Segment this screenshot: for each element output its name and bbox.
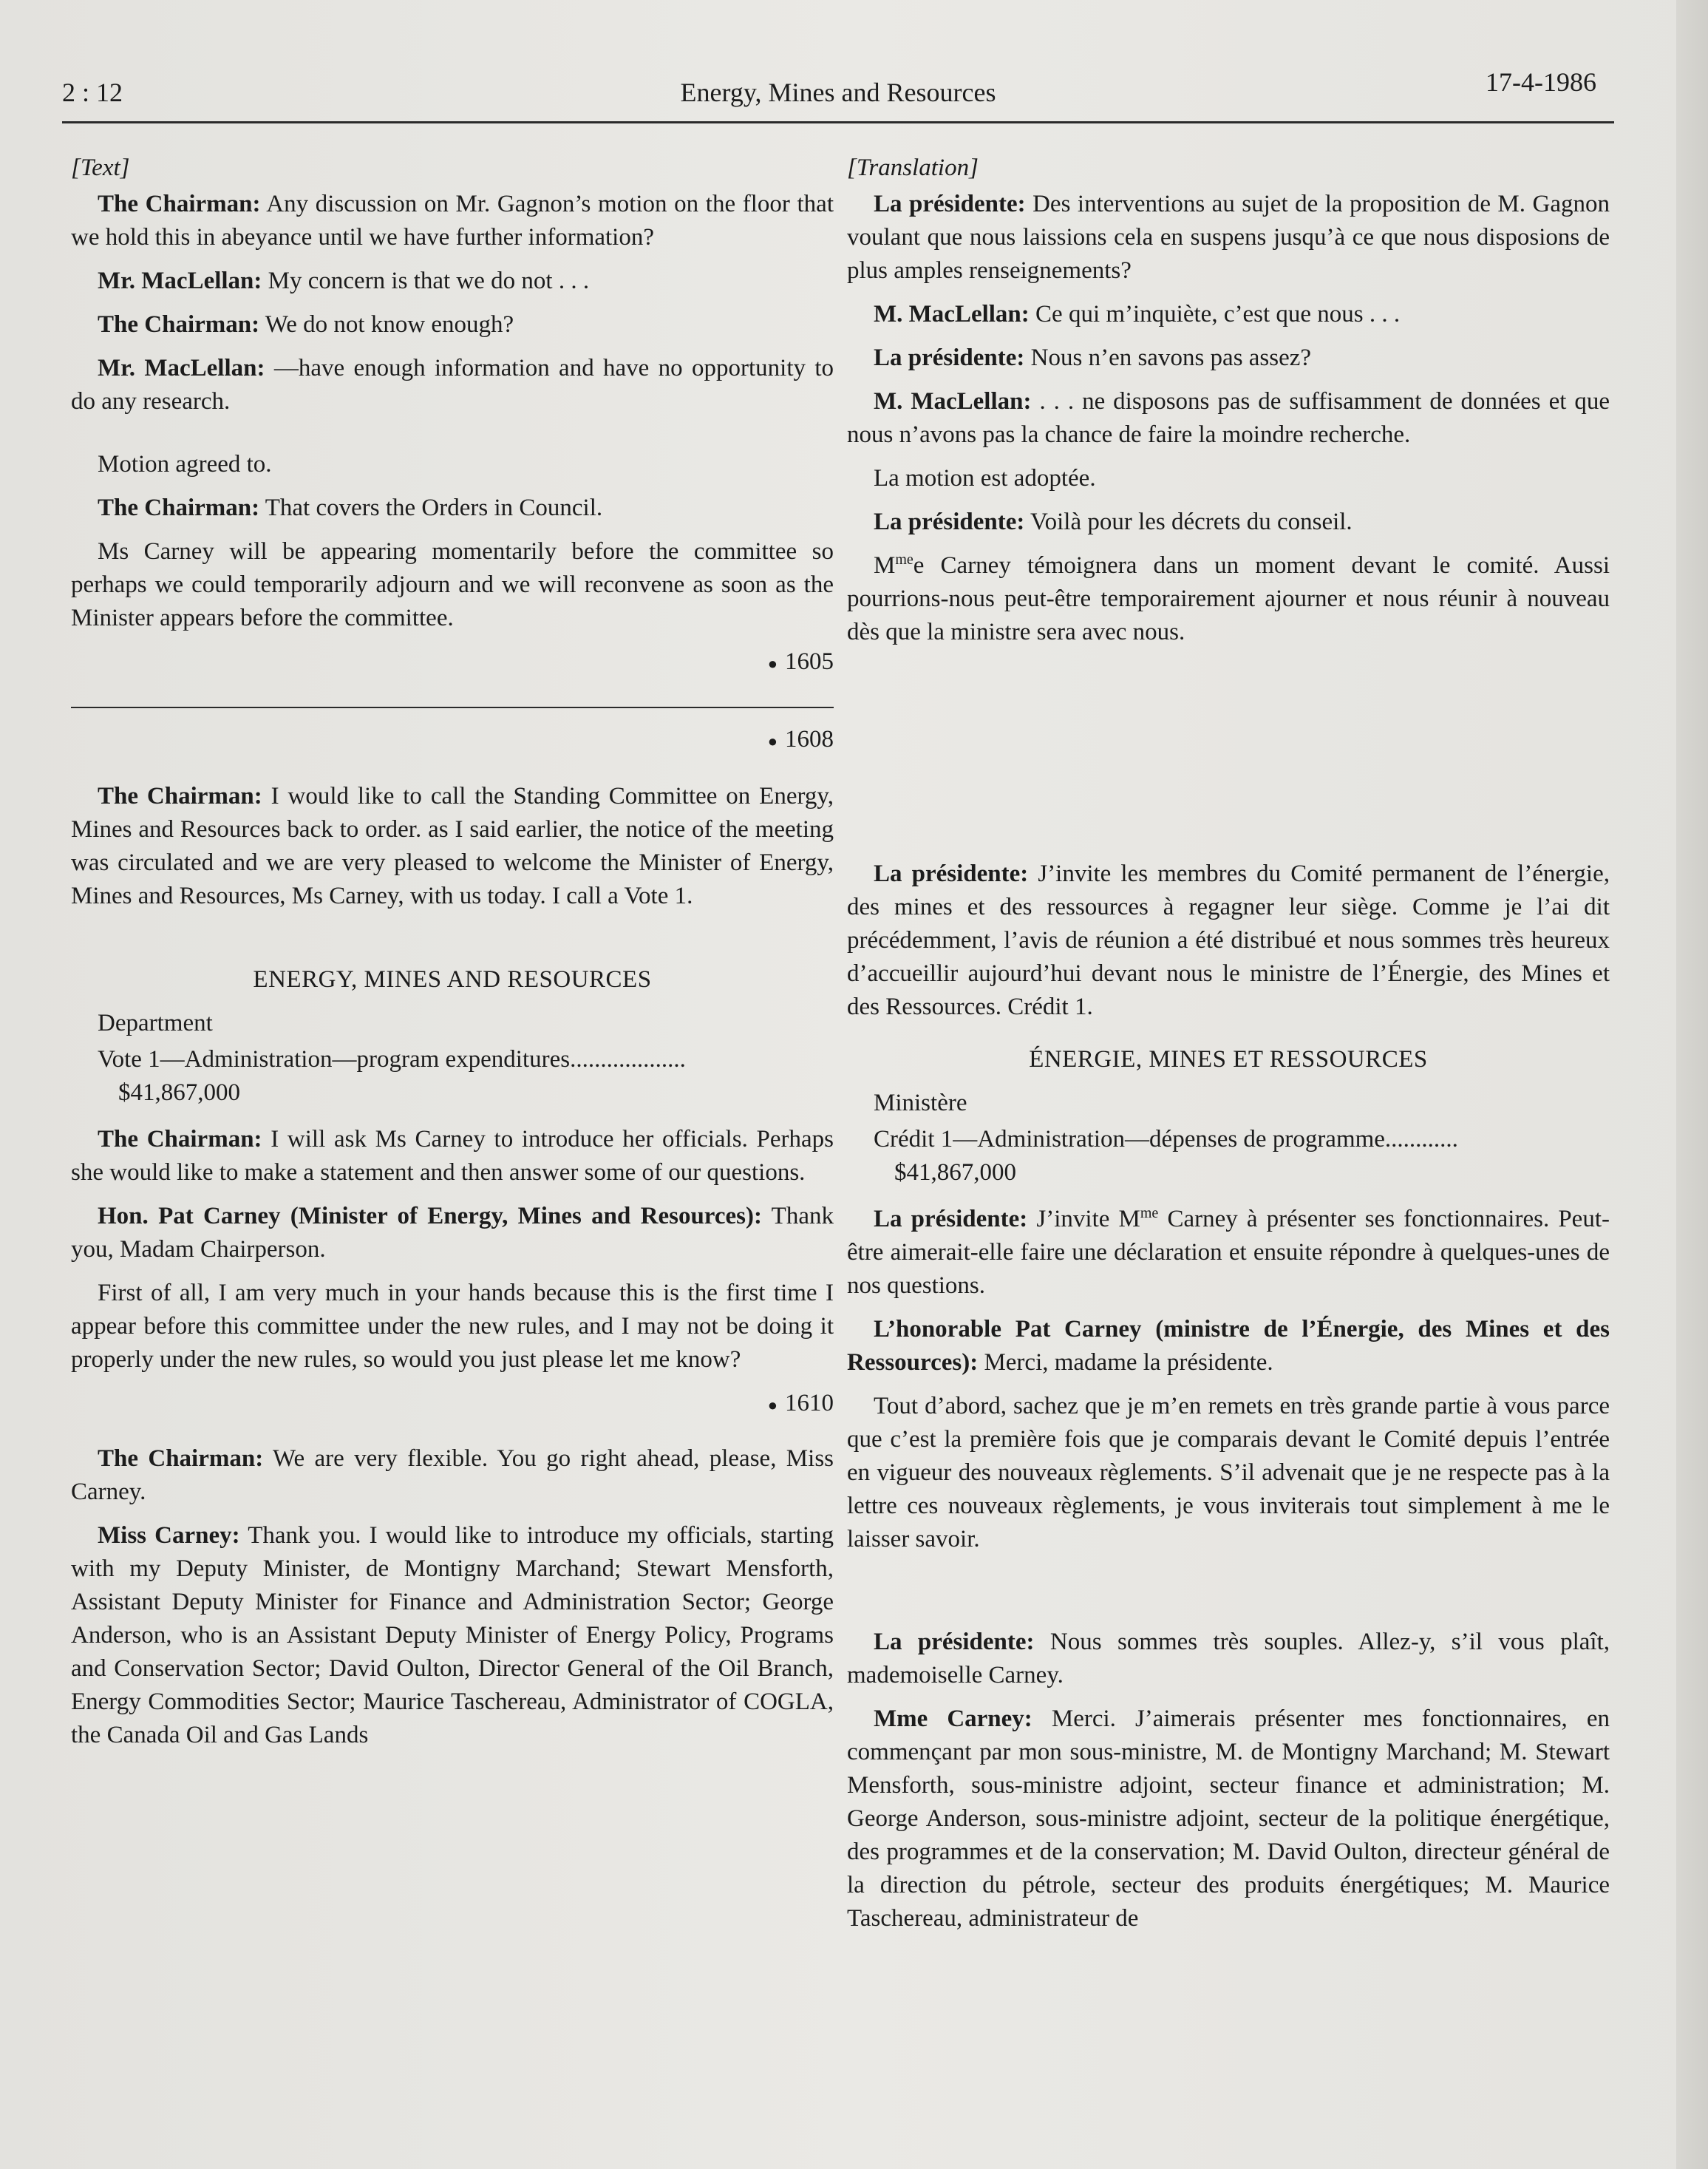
time-value: 1605	[785, 648, 834, 675]
speaker: Mr. MacLellan:	[98, 355, 265, 381]
paragraph	[847, 1626, 1610, 1692]
section-heading: ÉNERGIE, MINES ET RESSOURCES	[1029, 1046, 1428, 1073]
speaker: The Chairman:	[98, 782, 262, 809]
speech: Merci. J’aimerais présenter mes fonctionnaires, en commençant par mon sous-ministre, M. de Montigny Marchand; M. Stewart Mensforth, sous-ministre adjoint, secteur finance et administration; M. George Anderson, sous-ministre adjoint, secteur de la politique énergétique, des programmes et de la conservation; M. David Oulton, directeur général de la direction du pétrole, secteur des produits énergétiques; M. Maurice Taschereau, administrateur de	[847, 1705, 1610, 1932]
paragraph	[71, 308, 834, 342]
page-title: Energy, Mines and Resources	[680, 78, 996, 107]
speech: I would like to call the Standing Committee on Energy, Mines and Resources back to order. as I said earlier, the notice of the meeting was circulated and we are very pleased to welcome the Minister of Energy, Mines and Resources, Ms Carney, with us today. I call a Vote 1.	[71, 782, 834, 909]
speaker: La présidente:	[874, 1629, 1035, 1655]
speech: Ce qui m’inquiète, c’est que nous . . .	[1029, 301, 1401, 327]
time-value: 1610	[785, 1389, 834, 1416]
motion-result: Motion agreed to.	[98, 451, 272, 478]
speaker: La présidente:	[874, 509, 1025, 535]
page-header	[62, 67, 1614, 123]
paragraph	[71, 1123, 834, 1189]
speaker: M. MacLellan:	[874, 388, 1032, 415]
speaker: Mr. MacLellan:	[98, 268, 262, 294]
speech: Voilà pour les décrets du conseil.	[1024, 509, 1353, 535]
speech: Thank you, Madam Chairperson.	[71, 1202, 834, 1263]
speech: Nous n’en savons pas assez?	[1024, 344, 1312, 371]
paragraph	[71, 492, 834, 525]
speech: J’invite M	[1027, 1206, 1140, 1232]
paragraph	[71, 1442, 834, 1509]
speaker: Miss Carney:	[98, 1521, 240, 1549]
page-date: 17-4-1986	[1486, 67, 1596, 97]
paragraph: Tout d’abord, sachez que je m’en remets en très grande partie à vous parce que c’est la première fois que je comparais devant le Comité depuis l’entrée en vigueur des nouveaux règlements. S’il advenait que je ne respecte pas à la lettre ces nouveaux règlements, je vous inviterais tout simplement à me le laisser savoir.	[847, 1393, 1610, 1552]
department-heading: Ministère	[874, 1090, 967, 1116]
paragraph	[847, 1203, 1610, 1303]
page-edge	[1676, 0, 1708, 2169]
honorific: M	[874, 552, 896, 579]
speech: J’invite les membres du Comité permanent de l’énergie, des mines et des ressources à regagner leur siège. Comme je l’ai dit précédemment, l’avis de réunion a été distribué et nous sommes très heureux d’accueillir aujourd’hui devant nous le ministre de l’Énergie, des Mines et des Ressources. Crédit 1.	[847, 861, 1610, 1020]
speech: Thank you. I would like to introduce my officials, starting with my Deputy Minister, de Montigny Marchand; Stewart Mensforth, Assistant Deputy Minister for Finance and Administration Sector; George Anderson, who is an Assistant Deputy Minister of Energy Policy, Programs and Conservation Sector; David Oulton, Director General of the Oil Branch, Energy Commodities Sector; Maurice Taschereau, Administrator of COGLA, the Canada Oil and Gas Lands	[71, 1521, 834, 1748]
paragraph	[847, 1313, 1610, 1379]
speech: We are very flexible. You go right ahead, please, Miss Carney.	[71, 1445, 834, 1505]
french-column	[847, 152, 1610, 1946]
paragraph: Ms Carney will be appearing momentarily before the committee so perhaps we could temporarily adjourn and we will reconvene as soon as the Minister appears before the committee.	[71, 538, 834, 631]
speaker: La présidente:	[874, 861, 1029, 887]
time-marker: ● 1610	[767, 1389, 834, 1416]
vote-amount: $41,867,000	[894, 1159, 1016, 1186]
paragraph	[71, 780, 834, 913]
paragraph	[847, 858, 1610, 1024]
speaker: La présidente:	[874, 1206, 1028, 1232]
honorific-sup: me	[1140, 1205, 1159, 1221]
vote-line: Vote 1—Administration—program expenditures...................	[98, 1045, 686, 1073]
time-marker: ● 1605	[767, 648, 834, 675]
speech: We do not know enough?	[259, 311, 514, 338]
vote-amount: $41,867,000	[118, 1079, 240, 1106]
translation-label: [Translation]	[847, 155, 979, 181]
honorific-sup: me	[895, 551, 913, 568]
paragraph	[847, 385, 1610, 452]
vote-line: Crédit 1—Administration—dépenses de programme............	[874, 1126, 1458, 1153]
speech: e Carney témoignera dans un moment devant le comité. Aussi pourrions-nous peut-être temporairement ajourner et nous réunir à nouveau dès que la ministre sera avec nous.	[847, 552, 1610, 645]
text-label: [Text]	[71, 155, 130, 181]
speech: I will ask Ms Carney to introduce her officials. Perhaps she would like to make a statement and then answer some of our questions.	[71, 1125, 834, 1186]
page-number: 2 : 12	[62, 78, 123, 107]
speech: Any discussion on Mr. Gagnon’s motion on the floor that we hold this in abeyance until we have further information?	[71, 191, 834, 251]
paragraph	[847, 549, 1610, 649]
section-heading: ENERGY, MINES AND RESOURCES	[253, 965, 652, 993]
speech: Merci, madame la présidente.	[978, 1349, 1273, 1376]
speech: Nous sommes très souples. Allez-y, s’il vous plaît, mademoiselle Carney.	[847, 1629, 1610, 1688]
speaker: The Chairman:	[98, 311, 260, 338]
motion-result: La motion est adoptée.	[874, 465, 1096, 492]
speaker: Hon. Pat Carney (Minister of Energy, Mines and Resources):	[98, 1202, 762, 1229]
speaker: M. MacLellan:	[874, 301, 1030, 327]
paragraph	[71, 352, 834, 418]
speaker: The Chairman:	[98, 1445, 264, 1472]
paragraph	[847, 506, 1610, 539]
speech: —have enough information and have no opportunity to do any research.	[71, 355, 834, 415]
english-column	[71, 152, 834, 1762]
speech: Carney à présenter ses fonctionnaires. Peut-être aimerait-elle faire une déclaration et ensuite répondre à quelques-unes de nos questions.	[847, 1206, 1610, 1299]
speaker: La présidente:	[874, 344, 1025, 371]
time-value: 1608	[785, 725, 834, 753]
speaker: Mme Carney:	[874, 1705, 1032, 1732]
speaker: The Chairman:	[98, 1125, 262, 1153]
paragraph	[847, 342, 1610, 375]
speech: That covers the Orders in Council.	[259, 495, 603, 521]
department-heading: Department	[98, 1009, 213, 1036]
paragraph	[847, 188, 1610, 288]
section-rule	[71, 707, 834, 708]
paragraph	[71, 265, 834, 298]
speech: Des interventions au sujet de la proposition de M. Gagnon voulant que nous laissions cela en suspens jusqu’à ce que nous disposions de plus amples renseignements?	[847, 191, 1610, 284]
paragraph	[71, 1200, 834, 1266]
speaker: The Chairman:	[98, 191, 261, 217]
paragraph	[71, 1519, 834, 1752]
speaker: La présidente:	[874, 191, 1026, 217]
paragraph: First of all, I am very much in your hands because this is the first time I appear before this committee under the new rules, and I may not be doing it properly under the new rules, so would you just please let me know?	[71, 1279, 834, 1373]
speech: My concern is that we do not . . .	[262, 268, 590, 294]
paragraph	[847, 1703, 1610, 1935]
speaker: The Chairman:	[98, 495, 260, 521]
speaker: L’honorable Pat Carney (ministre de l’Énergie, des Mines et des Ressources):	[847, 1316, 1610, 1376]
paragraph	[71, 188, 834, 254]
paragraph	[847, 298, 1610, 331]
speech: . . . ne disposons pas de suffisamment de données et que nous n’avons pas la chance de faire la moindre recherche.	[847, 388, 1610, 448]
time-marker: ● 1608	[767, 725, 834, 753]
